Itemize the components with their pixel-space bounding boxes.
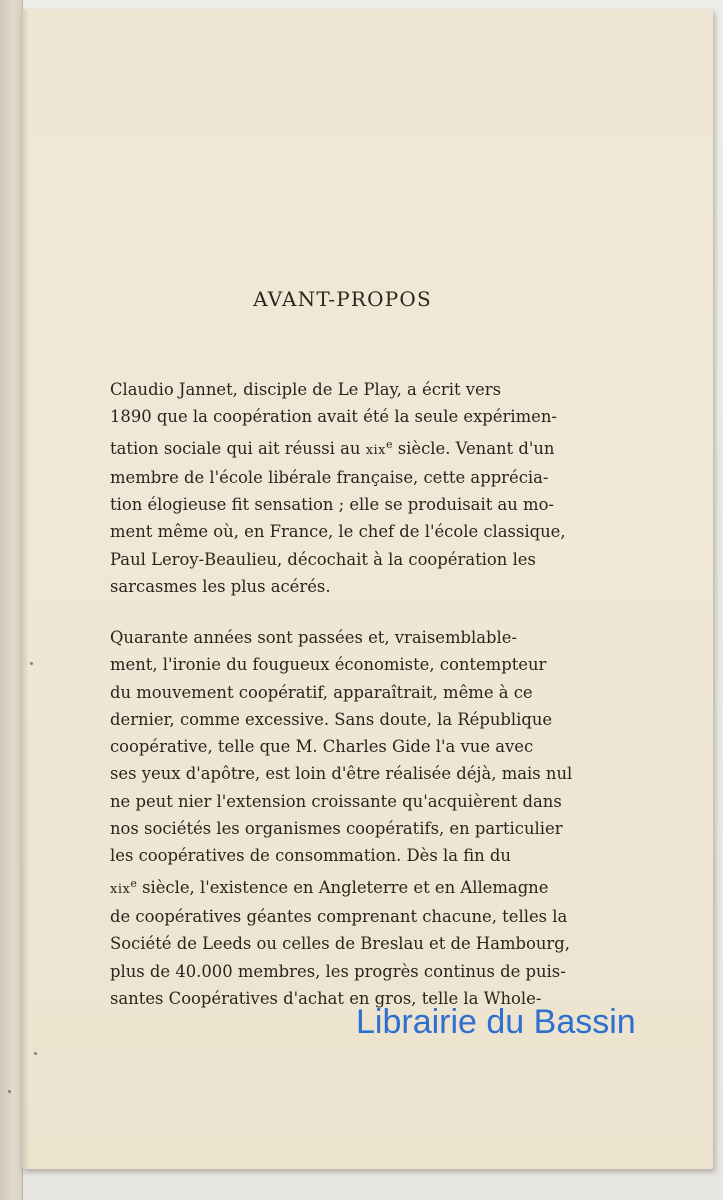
paragraph-2-line-1: Quarante années sont passées et, vraisemblable- <box>110 628 518 647</box>
book-page <box>21 9 713 1169</box>
paragraph-2-line-7: ne peut nier l'extension croissante qu'acquièrent dans <box>110 791 562 811</box>
paragraph-2-line-11: de coopératives géantes comprenant chacune, telles la <box>110 906 568 926</box>
paragraph-1-line-3 <box>95 431 605 464</box>
line-3-end: siècle. Venant d'un <box>397 438 555 458</box>
paragraph-2-line-12: Société de Leeds ou celles de Breslau et de Hambourg, <box>110 934 570 954</box>
paragraph-1-line-4: membre de l'école libérale française, cette apprécia- <box>110 467 549 487</box>
paragraph-2-line-4: dernier, comme excessive. Sans doute, la République <box>110 709 553 729</box>
paragraph-2-line-2: ment, l'ironie du fougueux économiste, contempteur <box>110 655 547 675</box>
century-roman-2: xix <box>110 881 131 897</box>
paper-speck <box>34 1052 37 1055</box>
paragraph-2-line-10 <box>95 870 605 903</box>
paper-speck <box>8 1090 11 1093</box>
previous-page-edge <box>0 0 23 1200</box>
paragraph-1-line-1: Claudio Jannet, disciple de Le Play, a écrit vers <box>110 380 501 399</box>
line-3-start: tation sociale qui ait réussi au <box>110 438 361 458</box>
watermark: Librairie du Bassin <box>356 1003 636 1041</box>
paragraph-2-line-6: ses yeux d'apôtre, est loin d'être réalisée déjà, mais nul <box>110 764 573 784</box>
century-sup: e <box>386 437 393 451</box>
paragraph-1-line-7: Paul Leroy-Beaulieu, décochait à la coopération les <box>110 549 536 569</box>
paragraph-2-line-9: les coopératives de consommation. Dès la fin du <box>110 846 511 866</box>
page-heading: AVANT-PROPOS <box>253 287 432 311</box>
paragraph-2-line-13: plus de 40.000 membres, les progrès continus de puis- <box>110 961 566 981</box>
paragraph-2-line-8: nos sociétés les organismes coopératifs, en particulier <box>110 819 563 839</box>
paragraph-2-line-14: santes Coopératives d'achat en gros, telle la Whole- <box>110 988 542 1008</box>
paragraph-1-line-2: 1890 que la coopération avait été la seule expérimen- <box>110 407 557 427</box>
paragraph-1-line-6: ment même où, en France, le chef de l'école classique, <box>110 522 566 542</box>
line-10-rest: siècle, l'existence en Angleterre et en Allemagne <box>142 877 549 897</box>
page-gutter-shadow <box>21 9 29 1169</box>
paragraph-1-line-8: sarcasmes les plus acérés. <box>110 577 331 597</box>
century-roman: xix <box>365 442 387 458</box>
century-sup-2: e <box>130 876 137 890</box>
paragraph-1-line-5: tion élogieuse fit sensation ; elle se produisait au mo- <box>110 495 554 515</box>
paper-speck <box>30 662 33 665</box>
paragraph-2-line-5: coopérative, telle que M. Charles Gide l'a vue avec <box>110 737 534 757</box>
paragraph-2 <box>95 624 605 1012</box>
paragraph-1 <box>95 376 605 600</box>
paragraph-2-line-3: du mouvement coopératif, apparaîtrait, même à ce <box>110 682 533 702</box>
